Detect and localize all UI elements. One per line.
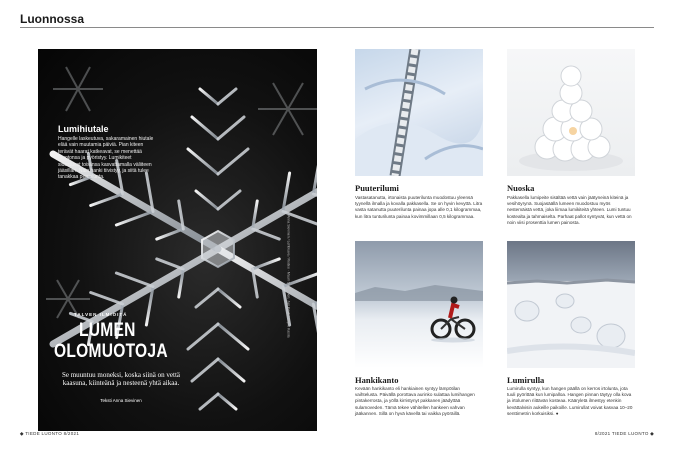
footer-left-text: TIEDE LUONTO 8/2021 <box>25 431 80 436</box>
item-title-2: Nuoska <box>507 183 535 193</box>
item-title-3: Hankikanto <box>355 375 399 385</box>
lede: Se muuntuu moneksi, koska siinä on vettä kaasuna, kiinteänä ja nesteenä yhtä aikaa. <box>61 371 180 387</box>
headline-line-2: OLOMUOTOJA <box>54 341 168 362</box>
photo-nuoska <box>507 49 635 176</box>
item-title-1: Puuterilumi <box>355 183 399 193</box>
footer-right-text: 8/2021 TIEDE LUONTO <box>594 431 649 436</box>
lumihiutale-sidebar <box>58 124 154 181</box>
photo-puuterilumi <box>355 49 483 176</box>
item-text-4: Lumirulla syntyy, kun hangen päällä on kerros irtolunta, jota tuuli pyörittää kun lumipalloa. Hangen pinnan täytyy olla kova ja irtolumen riittävän kosteaa. Kääryletä ilmestyy etenkin kevättalvisin aukeille paikoille. Lumirullat voivat kasvaa 10–20 senttimetrin korkuisiksi. ● <box>507 386 633 416</box>
photo-credit: Kuvat: Anna Sievinen / Lehtikuva / Rodeo · Mauri Sieppanen, Jari Kostet, Tapio Kaisla <box>286 204 291 338</box>
headline-line-1: LUMEN <box>78 320 136 341</box>
photo-hankikanto <box>355 241 483 368</box>
footer-left-marker: ◆ <box>20 431 24 436</box>
byline: Teksti Anna Sievinen <box>100 398 142 403</box>
sidebar-text: Hangelle laskeutuva, sakaramainen hiutale elää vain muutamia päiviä. Pian kiteen terävät haarat katkeavat, se menettää muotonsa ja pyöristyy. Lumikiteet sidostuvat toisiinsa kasvattamalla väliiteen jääsillan. Näin hanki tiivistyy, ja siitä tulee tanakkaa perusluntа. <box>58 136 154 181</box>
item-text-3: Kevään hankikanto eli hankiainen syntyy lämpötilan vaihtelusta. Päivällä porottava aurinko sulattaa lumihangen pintakerrosta, ja yöllä kirristynyt pakkanen jäädyttää sulamoveden. Tämä tekee vähitellen hankeen vahvan jääkannen. Sillä on hyvä kävellä tai vaikka pyöräillä. <box>355 386 475 416</box>
item-text-1: Vastasatanutta, irtonaista puuterilunta muodostuu yleensä tyynellä ilmalla ja kovalla pakkasella. Se on hyvin kevyttä. Litra vasta satanutta puuterilunta painaa jopa alle 0,1 kilogrammaa, kun litra tunturilunta painaa kovimmillaan 0,5 kilogrammaa. <box>355 195 483 219</box>
footer-right <box>595 431 654 437</box>
kicker: TALVEN ILMIÖITÄ <box>74 312 128 317</box>
top-divider <box>20 27 654 28</box>
photo-lumirulla <box>507 241 635 368</box>
headline <box>54 320 168 362</box>
sidebar-title: Lumihiutale <box>58 124 109 134</box>
footer-left <box>20 431 79 437</box>
item-text-2: Pakkasella lumipeite sisältää vettä vain jäätyneinä kiteinä ja vesihöyrynä. Suojasäällä lumeen muodostuu myös nestemäistä vettä, joka liimaa lumikiteitä yhteen. Lumi tuntuu kostealta ja tahmaiselta. Parhaat pallot syntyvät, kun vettä on noin viisi prosenttia lumen painosta. <box>507 195 632 225</box>
item-title-4: Lumirulla <box>507 375 545 385</box>
section-title: Luonnossa <box>20 12 85 26</box>
footer-right-marker: ◆ <box>650 431 654 436</box>
